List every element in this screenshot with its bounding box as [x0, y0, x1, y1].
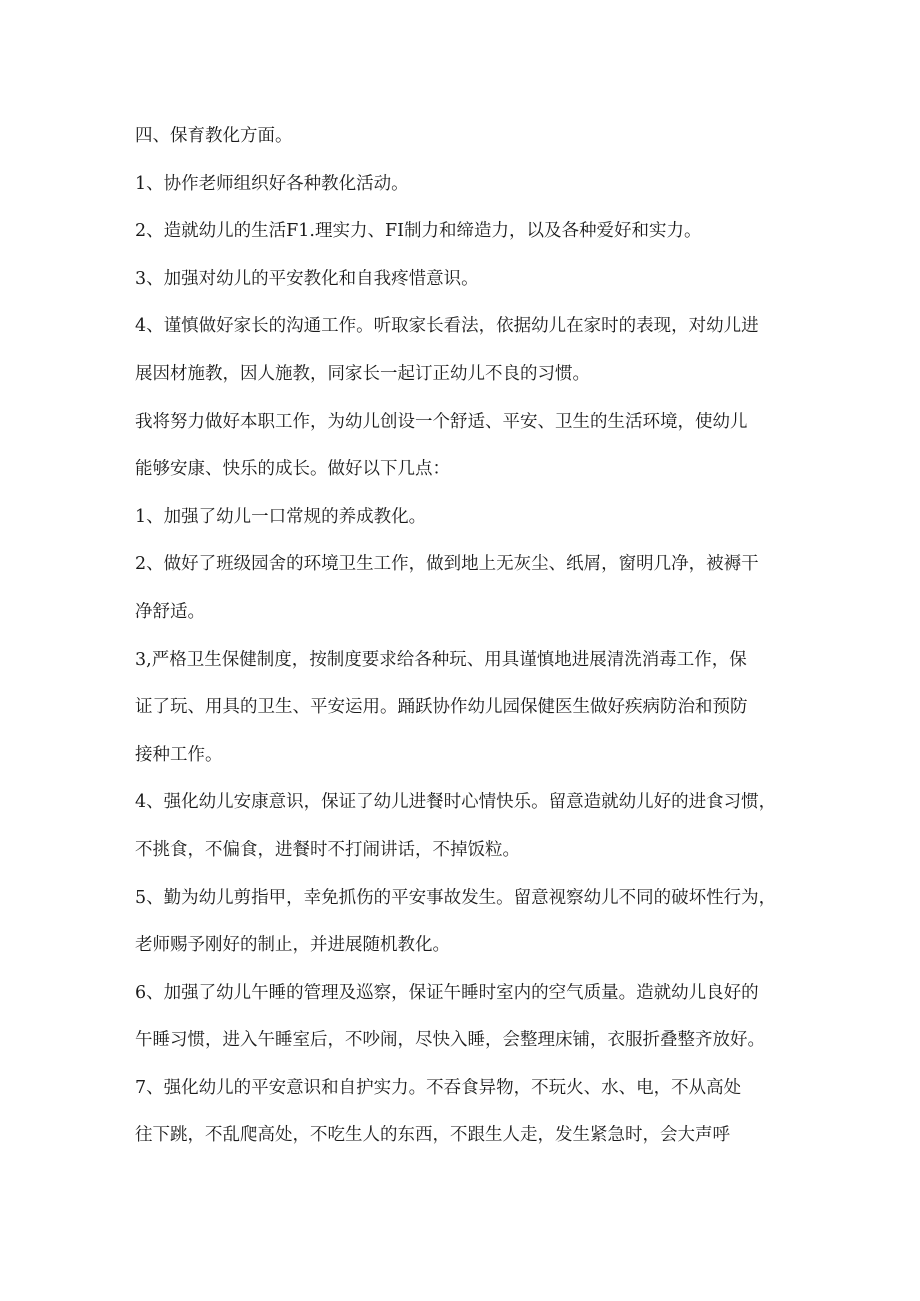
text-line: 2、做好了班级园舍的环境卫生工作，做到地上无灰尘、纸屑，窗明几净，被褥干: [135, 554, 759, 575]
paragraph: [135, 208, 800, 256]
text-line: 午睡习惯，进入午睡室后，不吵闹，尽快入睡，会整理床铺，衣服折叠整齐放好。: [135, 1030, 765, 1051]
text-line: 4、谨慎做好家长的沟通工作。听取家长看法，依据幼儿在家时的表现，对幼儿进: [135, 316, 759, 337]
paragraph: [135, 256, 800, 304]
text-line: 净舒适。: [135, 601, 205, 622]
text-line: 能够安康、快乐的成长。做好以下几点：: [135, 459, 450, 480]
paragraph: [135, 113, 800, 161]
text-line: 四、保育教化方面。: [135, 126, 293, 146]
paragraph: [135, 970, 800, 1065]
text-line: 6、加强了幼儿午睡的管理及巡察，保证午睡时室内的空气质量。造就幼儿良好的: [135, 982, 759, 1003]
text-line: 1、加强了幼儿一口常规的养成教化。: [135, 506, 427, 527]
text-line: 7、强化幼儿的平安意识和自护实力。不吞食异物，不玩火、水、电，不从高处: [135, 1077, 742, 1098]
text-line: 展因材施教，因人施教，同家长一起订正幼儿不良的习惯。: [135, 363, 590, 384]
paragraph: [135, 1065, 800, 1160]
document-body: [135, 113, 800, 1160]
text-line: 3,严格卫生保健制度，按制度要求给各种玩、用具谨慎地进展清洗消毒工作，保: [135, 649, 747, 670]
text-line: 老师赐予刚好的制止，并进展随机教化。: [135, 935, 450, 956]
paragraph: [135, 779, 800, 874]
text-line: 4、强化幼儿安康意识，保证了幼儿进餐时心情快乐。留意造就幼儿好的进食习惯，: [135, 792, 777, 813]
paragraph: [135, 637, 800, 780]
paragraph: [135, 303, 800, 398]
text-line: 不挑食，不偏食，进餐时不打闹讲话，不掉饭粒。: [135, 839, 520, 860]
text-line: 我将努力做好本职工作，为幼儿创设一个舒适、平安、卫生的生活环境，使幼儿: [135, 411, 748, 432]
text-line: 证了玩、用具的卫生、平安运用。踊跃协作幼儿园保健医生做好疾病防治和预防: [135, 697, 748, 718]
text-line: 1、协作老师组织好各种教化活动。: [135, 173, 409, 194]
text-line: 5、勤为幼儿剪指甲，幸免抓伤的平安事故发生。留意视察幼儿不同的破坏性行为，: [135, 887, 777, 908]
paragraph: [135, 399, 800, 494]
paragraph: [135, 494, 800, 542]
text-line: 2、造就幼儿的生活F1.理实力、FI制力和缔造力，以及各种爱好和实力。: [135, 221, 702, 242]
text-line: 接种工作。: [135, 744, 223, 765]
paragraph: [135, 541, 800, 636]
paragraph: [135, 161, 800, 209]
text-line: 3、加强对幼儿的平安教化和自我疼惜意识。: [135, 268, 479, 289]
text-line: 往下跳，不乱爬高处，不吃生人的东西，不跟生人走，发生紧急时，会大声呼: [135, 1125, 730, 1146]
paragraph: [135, 875, 800, 970]
